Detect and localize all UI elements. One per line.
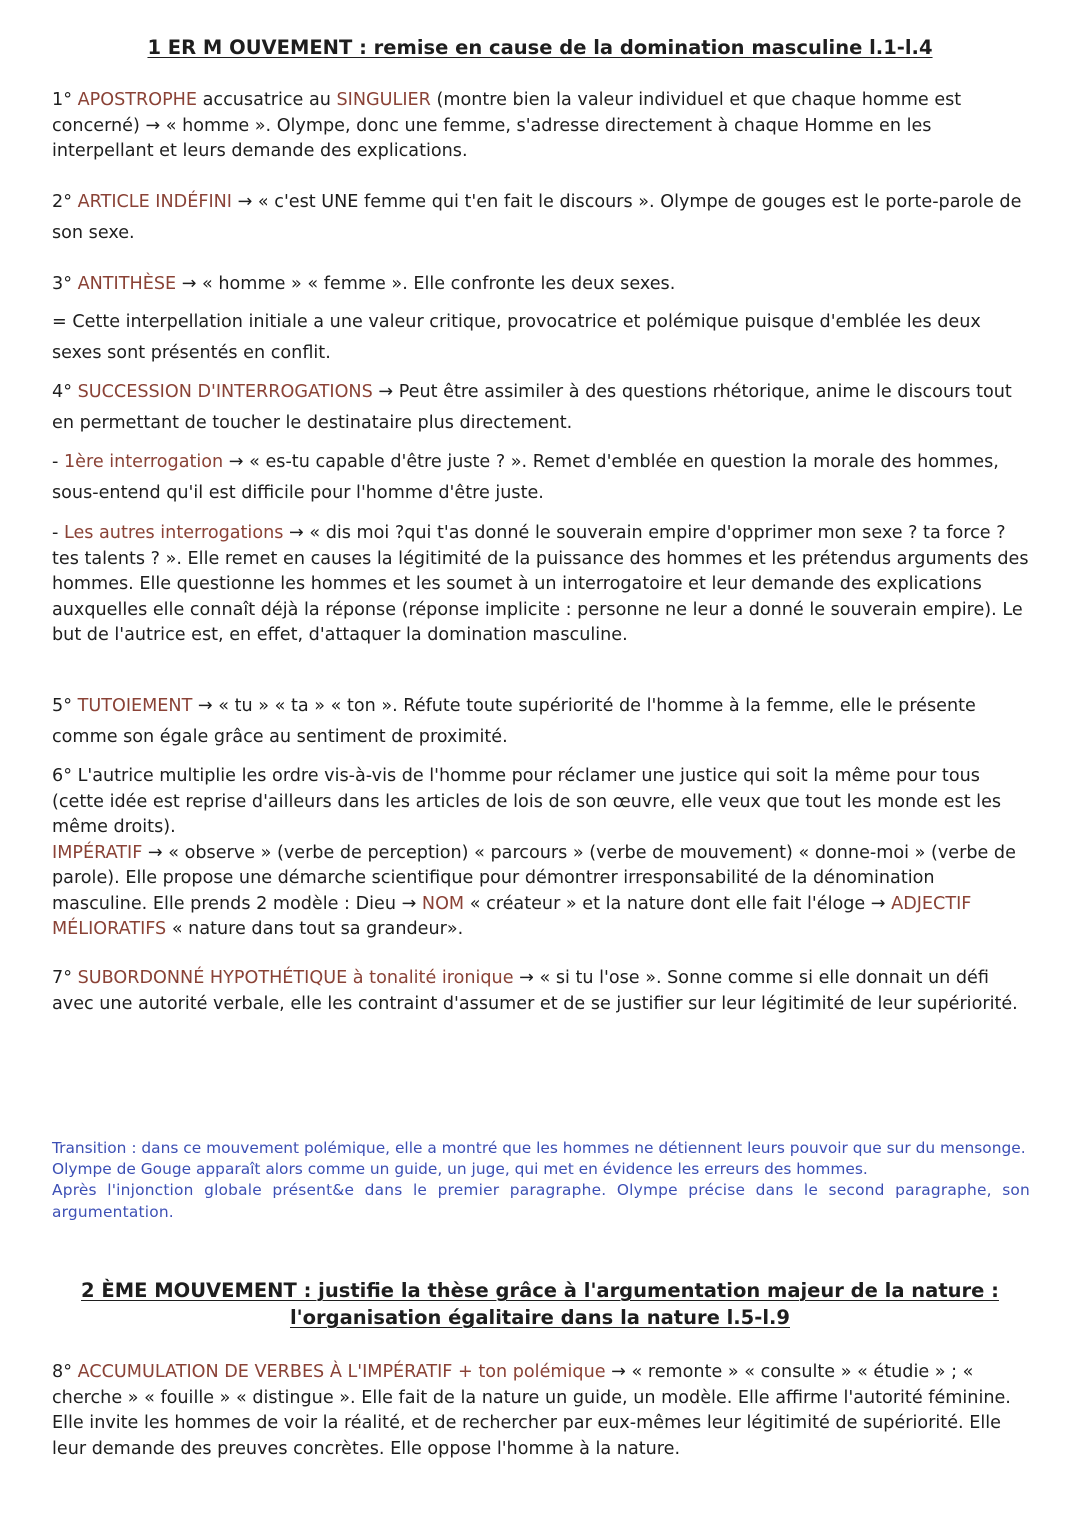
point-4: 4° SUCCESSION D'INTERROGATIONS → Peut être assimiler à des questions rhétorique, anime le discours tout en permettant de toucher le destinataire plus directement.	[52, 382, 1012, 433]
point-3-conclusion: = Cette interpellation initiale a une valeur critique, provocatrice et polémique puisque d'emblée les deux sexes sont présentés en conflit.	[52, 312, 981, 363]
point-1: 1° APOSTROPHE accusatrice au SINGULIER (montre bien la valeur individuel et que chaque homme est concerné) → « homme ». Olympe, donc une femme, s'adresse directement à chaque Homme en les interpellant et leurs demande des explications.	[52, 90, 962, 161]
point-4-first-question: - 1ère interrogation → « es-tu capable d'être juste ? ». Remet d'emblée en question la morale des hommes, sous-entend qu'il est difficile pour l'homme d'être juste.	[52, 452, 999, 503]
point-4-other-questions: - Les autres interrogations → « dis moi ?qui t'as donné le souverain empire d'opprimer mon sexe ? ta force ? tes talents ? ». Elle remet en causes la légitimité de la puissance des hommes et les prétendus arguments des hommes. Elle questionne les hommes et les soumet à un interrogatoire et leur demande des explications auxquelles elle connaît déjà la réponse (réponse implicite : personne ne leur a donné le souverain empire). Le but de l'autrice est, en effet, d'attaquer la domination masculine.	[52, 523, 1029, 645]
point-3: 3° ANTITHÈSE → « homme » « femme ». Elle confronte les deux sexes.	[52, 274, 676, 294]
point-4-first-question-keyword: 1ère interrogation	[63, 452, 224, 472]
point-7: 7° SUBORDONNÉ HYPOTHÉTIQUE à tonalité ironique → « si tu l'ose ». Sonne comme si elle donnait un défi avec une autorité verbale, elle les contraint d'assumer et de se justifier sur leur légitimité de leur supériorité.	[52, 968, 1018, 1014]
point-5: 5° TUTOIEMENT → « tu » « ta » « ton ». Réfute toute supériorité de l'homme à la femme, elle le présente comme son égale grâce au sentiment de proximité.	[52, 696, 976, 747]
point-6: 6° L'autrice multiplie les ordre vis-à-vis de l'homme pour réclamer une justice qui soit la même pour tous (cette idée est reprise d'ailleurs dans les articles de lois de son œuvre, elle veux que tout les monde est les même droits). IMPÉRATIF → « observe » (verbe de perception) « parcours » (verbe de mouvement) « donne-moi » (verbe de parole). Elle propose une démarche scientifique pour démontrer irresponsabilité de la dénomination masculine. Elle prends 2 modèle : Dieu → NOM « créateur » et la nature dont elle fait l'éloge → ADJECTIF MÉLIORATIFS « nature dans tout sa grandeur».	[52, 766, 1016, 939]
transition-text: Transition : dans ce mouvement polémique, elle a montré que les hommes ne détiennent leurs pouvoir que sur du mensonge. Olympe de Gouge apparaît alors comme un guide, un juge, qui met en évidence les erreurs des hommes.	[52, 1139, 1026, 1179]
point-8-keyword: ACCUMULATION DE VERBES À L'IMPÉRATIF + ton polémique	[77, 1362, 606, 1382]
point-6-keyword-nom: NOM	[421, 893, 465, 914]
transition-block	[52, 1138, 1030, 1223]
movement-2-title-line-1: 2 ÈME MOUVEMENT : justifie la thèse grâce à l'argumentation majeur de la nature :	[81, 1279, 999, 1302]
point-4-other-questions-keyword: Les autres interrogations	[63, 523, 284, 543]
point-1-keyword-singulier: SINGULIER	[336, 90, 431, 110]
point-5-keyword: TUTOIEMENT	[77, 696, 193, 716]
point-8: 8° ACCUMULATION DE VERBES À L'IMPÉRATIF + ton polémique → « remonte » « consulte » « étudie » ; « cherche » « fouille » « distingue ». Elle fait de la nature un guide, un modèle. Elle affirme l'autorité féminine. Elle invite les hommes de voir la réalité, et de rechercher par eux-mêmes leur légitimité de supériorité. Elle leur demande des preuves concrètes. Elle oppose l'homme à la nature.	[52, 1362, 1011, 1459]
point-2-keyword: ARTICLE INDÉFINI	[77, 192, 232, 212]
point-6-keyword-imperatif: IMPÉRATIF	[52, 842, 143, 863]
point-1-keyword-apostrophe: APOSTROPHE	[77, 90, 198, 110]
movement-1-title: 1 ER M OUVEMENT : remise en cause de la domination masculine l.1-l.4	[147, 36, 933, 59]
movement-2-title	[0, 1277, 1080, 1331]
movement-2-title-line-2: l'organisation égalitaire dans la nature l.5-l.9	[289, 1306, 790, 1329]
point-7-keyword: SUBORDONNÉ HYPOTHÉTIQUE à tonalité ironique	[77, 968, 514, 988]
point-6-keyword-adjectif: ADJECTIF MÉLIORATIFS	[52, 893, 972, 939]
point-3-keyword: ANTITHÈSE	[77, 274, 177, 294]
point-4-keyword: SUCCESSION D'INTERROGATIONS	[77, 382, 373, 402]
point-2: 2° ARTICLE INDÉFINI → « c'est UNE femme qui t'en fait le discours ». Olympe de gouges est le porte-parole de son sexe.	[52, 192, 1022, 243]
transition-followup: Après l'injonction globale présent&e dans le premier paragraphe. Olympe précise dans le second paragraphe, son argumentation.	[52, 1181, 1030, 1221]
